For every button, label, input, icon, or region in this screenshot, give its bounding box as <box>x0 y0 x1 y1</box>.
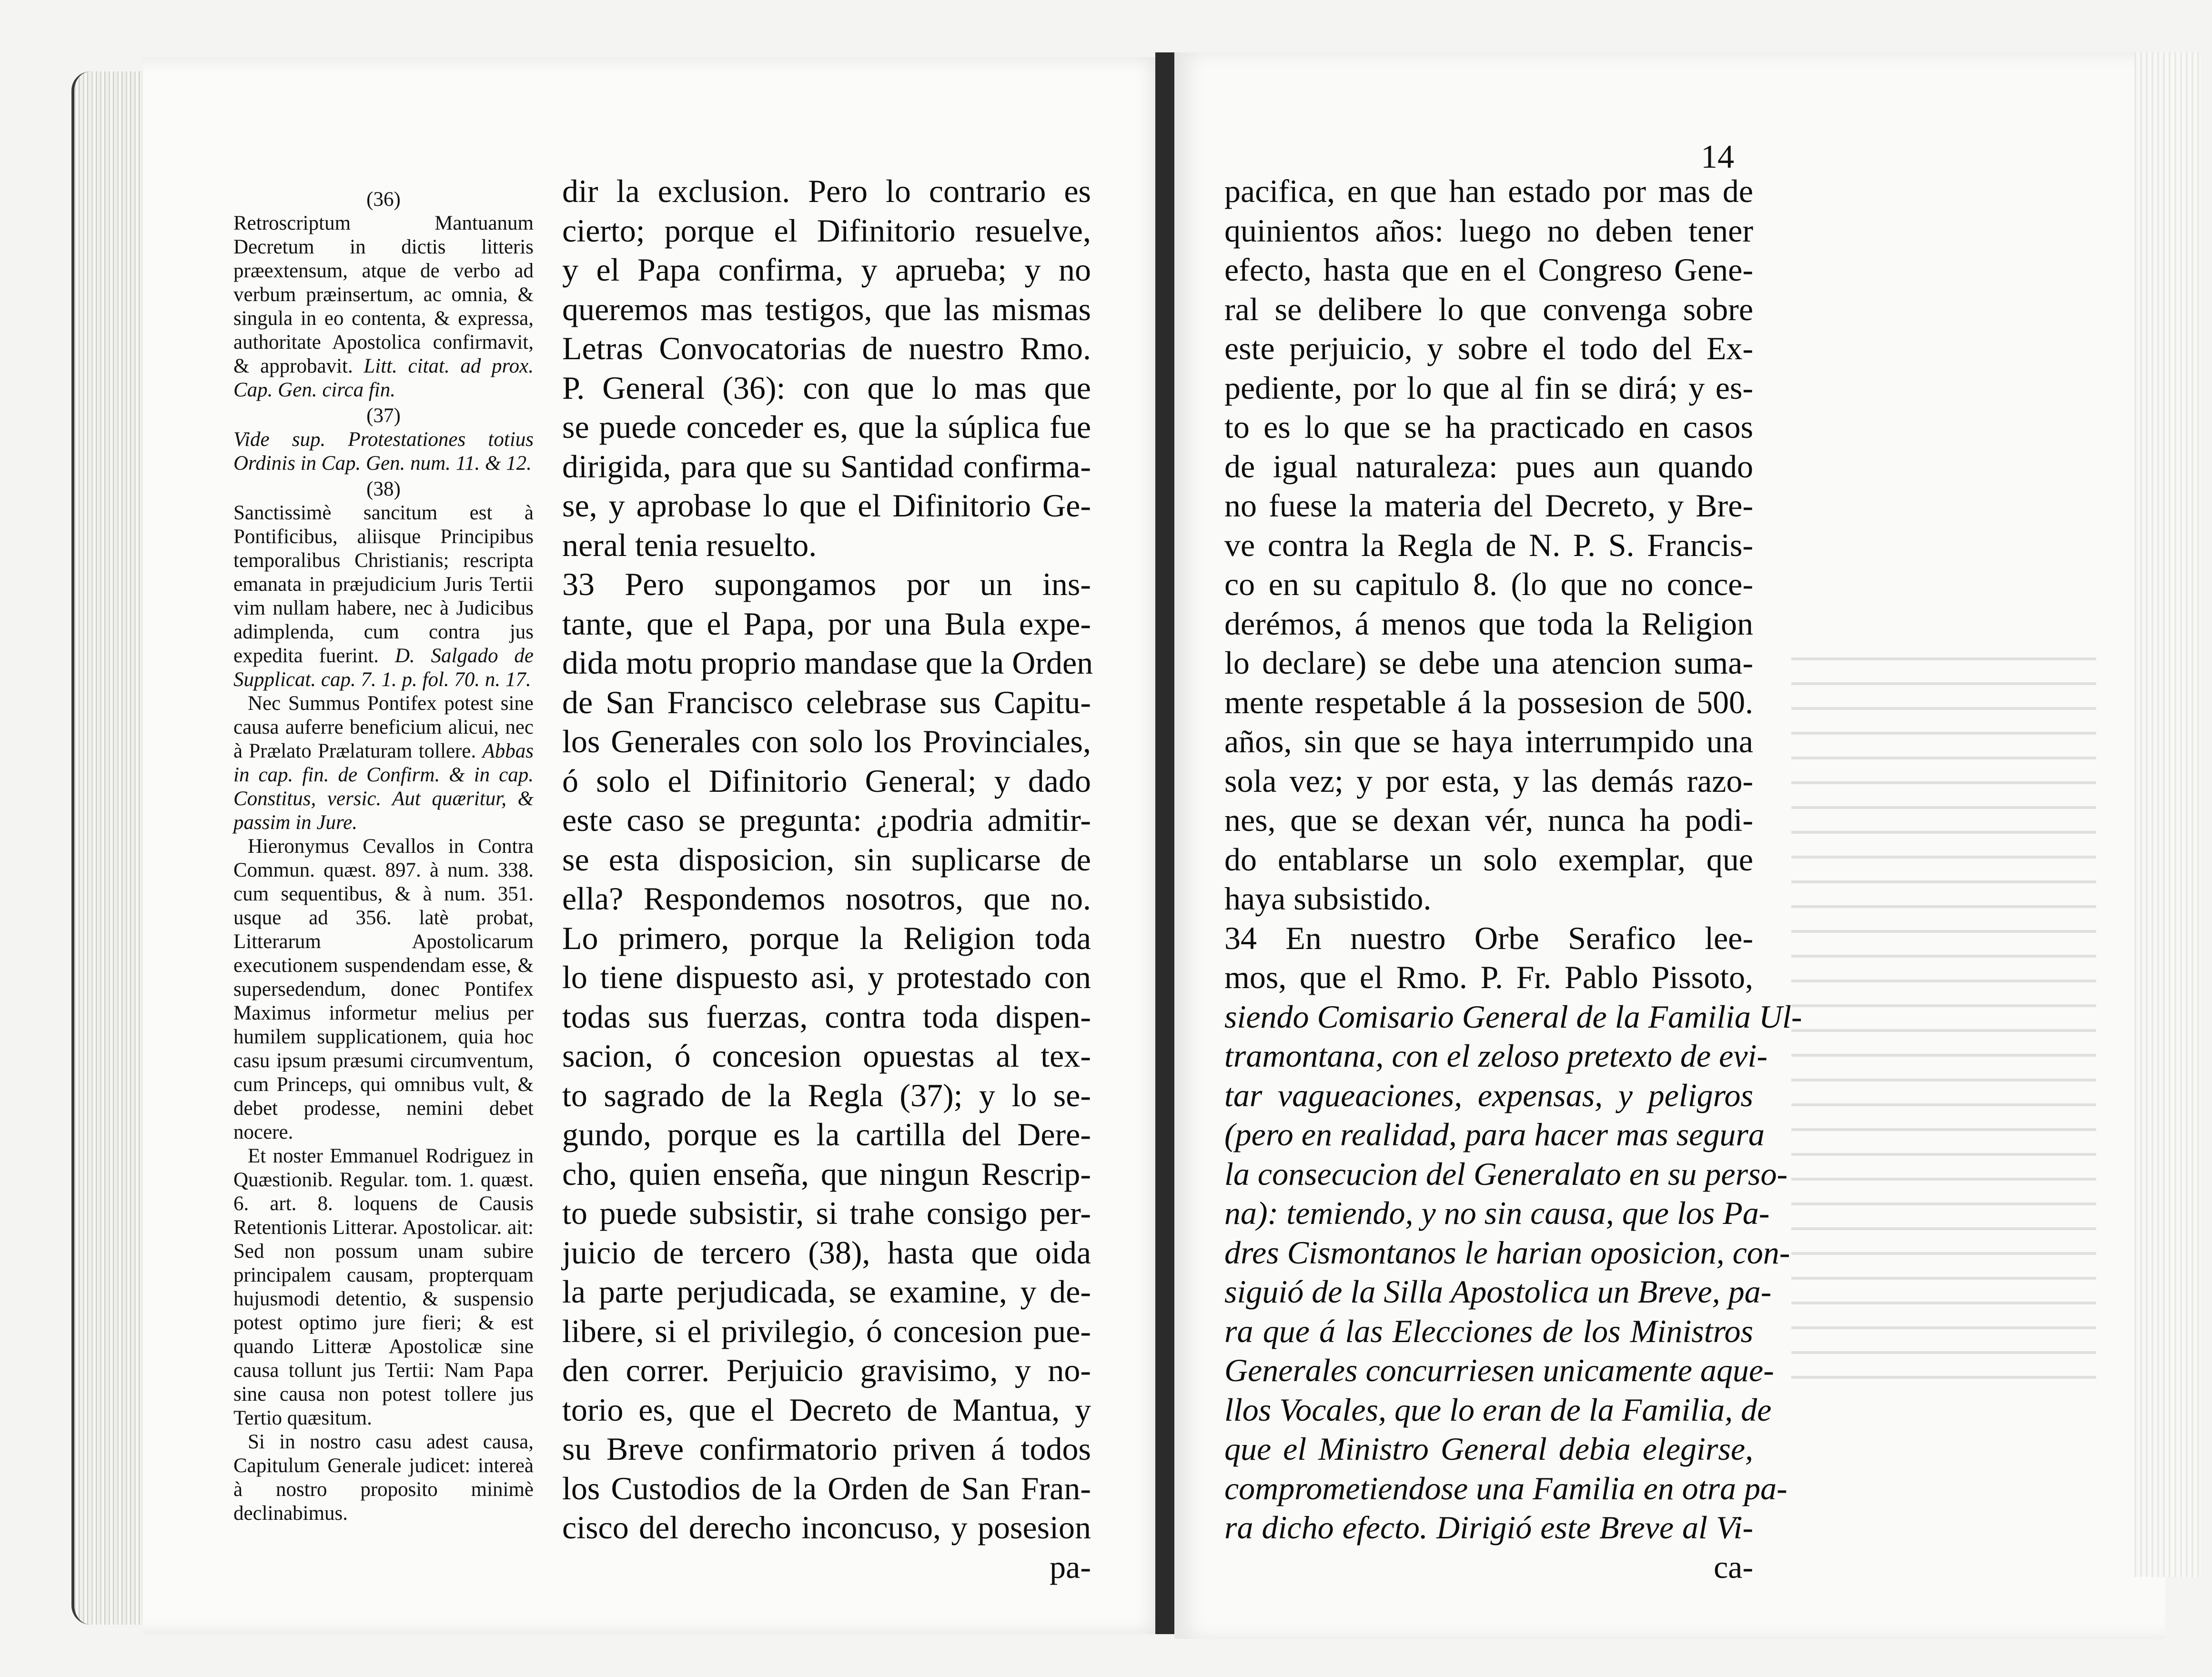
text-line: dres Cismontanos le harian oposicion, con- <box>1224 1234 1790 1271</box>
text-line: sola vez; y por esta, y las demás razo- <box>1224 762 1753 799</box>
text-line: ó solo el Difinitorio General; y dado <box>562 762 1091 799</box>
text-line: se puede conceder es, que la súplica fue <box>562 409 1091 445</box>
text-line: na): temiendo, y no sin causa, que los Pa- <box>1224 1195 1770 1231</box>
text-line: ra que á las Elecciones de los Ministros <box>1224 1313 1753 1349</box>
text-line: su Breve confirmatorio priven á todos <box>562 1431 1091 1467</box>
note-text: Si in nostro casu adest causa, Capitulum Generale judicet: intereà à nostro proposito minimè declinabimus. <box>233 1431 534 1525</box>
text-line: torio es, que el Decreto de Mantua, y <box>562 1391 1091 1428</box>
text-line: nes, que se dexan vér, nunca ha podi- <box>1224 802 1753 838</box>
text-line: de San Francisco celebrase sus Capitu- <box>562 684 1091 720</box>
text-line: de igual naturaleza: pues aun quando <box>1224 448 1753 485</box>
text-line: cisco del derecho inconcuso, y posesion <box>562 1509 1091 1546</box>
text-line: P. General (36): con que lo mas que <box>562 369 1091 406</box>
text-line: ral se delibere lo que convenga sobre <box>1224 291 1753 327</box>
text-line: se esta disposicion, sin suplicarse de <box>562 841 1091 878</box>
note-number: (37) <box>366 404 401 427</box>
text-line: cierto; porque el Difinitorio resuelve, <box>562 212 1091 249</box>
text-line: llos Vocales, que lo eran de la Familia, de <box>1224 1391 1772 1428</box>
text-line: se, y aprobase lo que el Difinitorio Ge- <box>562 487 1091 524</box>
text-line: los Custodios de la Orden de San Fran- <box>562 1470 1091 1506</box>
text-line: gundo, porque es la cartilla del Dere- <box>562 1116 1091 1152</box>
show-through-text <box>1791 657 2096 1396</box>
text-line: (pero en realidad, para hacer mas segura <box>1224 1116 1765 1152</box>
text-line: mos, que el Rmo. P. Fr. Pablo Pissoto, <box>1224 959 1753 995</box>
text-line: tramontana, con el zeloso pretexto de evi- <box>1224 1038 1768 1074</box>
note-text: Vide sup. Protestationes totius Ordinis in Cap. Gen. num. 11. & 12. <box>233 428 534 475</box>
text-line: 34 En nuestro Orbe Serafico lee- <box>1224 919 1753 956</box>
text-line: lo declare) se debe una atencion suma- <box>1224 645 1753 681</box>
text-line: y el Papa confirma, y aprueba; y no <box>562 252 1091 288</box>
text-line: este caso se pregunta: ¿podria admitir- <box>562 802 1091 838</box>
text-line: queremos mas testigos, que las mismas <box>562 291 1091 327</box>
page-edges-right <box>2134 52 2201 1577</box>
page-edges-left <box>71 71 151 1625</box>
note-text: Et noster Emmanuel Rodriguez in Quæstionib. Regular. tom. 1. quæst. 6. art. 8. loquens de Causis Retentionis Litterar. Apostolicar. ait: Sed non possum unam subire principalem causam, propterquam hujusmodi detentio, & suspensio potest optimo jure fieri; & est quando Litteræ Apostolicæ sine causa tollunt jus Tertii: Nam Papa sine causa non potest tollere jus Tertio quæsitum. <box>233 1145 534 1429</box>
text-line: Lo primero, porque la Religion toda <box>562 919 1091 956</box>
text-line: derémos, á menos que toda la Religion <box>1224 605 1753 642</box>
text-line: sacion, ó concesion opuestas al tex- <box>562 1038 1091 1074</box>
text-line: dirigida, para que su Santidad confirma- <box>562 448 1091 485</box>
text-line: pa- <box>1050 1548 1091 1585</box>
text-line: neral tenia resuelto. <box>562 526 817 563</box>
text-line: haya subsistido. <box>1224 880 1432 917</box>
note-number: (36) <box>366 188 401 211</box>
text-line: libere, si el privilegio, ó concesion pue- <box>562 1313 1091 1349</box>
text-line: pediente, por lo que al fin se dirá; y es- <box>1224 369 1753 406</box>
note-text: Nec Summus Pontifex potest sine causa auferre beneficium alicui, nec à Prælato Prælaturam tollere. Abbas in cap. fin. de Confirm. & in cap. Constitus, versic. Aut quæritur, & passim in Jure. <box>233 692 534 834</box>
text-line: cho, quien enseña, que ningun Rescrip- <box>562 1155 1091 1192</box>
left-text-column <box>562 172 1091 1586</box>
text-line: comprometiendose una Familia en otra pa- <box>1224 1470 1788 1506</box>
text-line: siguió de la Silla Apostolica un Breve, pa- <box>1224 1273 1772 1310</box>
text-line: juicio de tercero (38), hasta que oida <box>562 1234 1091 1271</box>
note-text: Hieronymus Cevallos in Contra Commun. quæst. 897. à num. 338. cum sequentibus, & à num. 351. usque ad 356. latè probat, Litterarum Apostolicarum executionem suspendendam esse, & supersedendum, donec Pontifex Maximus informetur melius per humilem supplicationem, quia hoc casu ipsum præsumi circumventum, cum Princeps, qui omnibus vult, & debet prodesse, nemini debet nocere. <box>233 835 534 1143</box>
text-line: do entablarse un solo exemplar, que <box>1224 841 1753 878</box>
text-line: la consecucion del Generalato en su perso- <box>1224 1155 1788 1192</box>
text-line: ra dicho efecto. Dirigió este Breve al Vi- <box>1224 1509 1753 1546</box>
note-number: (38) <box>366 478 401 500</box>
margin-notes <box>233 186 534 1525</box>
text-line: 33 Pero supongamos por un ins- <box>562 566 1091 602</box>
text-line: to puede subsistir, si trahe consigo per- <box>562 1195 1091 1231</box>
note-text: Sanctissimè sancitum est à Pontificibus, aliisque Principibus temporalibus Christianis; rescripta emanata in præjudicium Juris Tertii vim nullam habere, nec à Judicibus adimplenda, cum contra jus expedita fuerint. D. Salgado de Supplicat. cap. 7. 1. p. fol. 70. n. 17. <box>233 502 534 691</box>
text-line: tante, que el Papa, por una Bula expe- <box>562 605 1091 642</box>
right-text-column <box>1224 172 1802 1586</box>
text-line: ella? Respondemos nosotros, que no. <box>562 880 1091 917</box>
text-line: to sagrado de la Regla (37); y lo se- <box>562 1077 1091 1113</box>
text-line: Generales concurriesen unicamente aque- <box>1224 1352 1774 1388</box>
text-line: co en su capitulo 8. (lo que no conce- <box>1224 566 1753 602</box>
text-line: lo tiene dispuesto asi, y protestado con <box>562 959 1091 995</box>
text-line: no fuese la materia del Decreto, y Bre- <box>1224 487 1753 524</box>
text-line: dida motu proprio mandase que la Orden <box>562 645 1093 681</box>
note-text: Retroscriptum Mantuanum Decretum in dictis litteris præextensum, atque de verbo ad verbum præinsertum, ac omnia, & singula in eo contenta, & expressa, authoritate Apostolica confirmavit, & approbavit. Litt. citat. ad prox. Cap. Gen. circa fin. <box>233 212 534 401</box>
text-line: efecto, hasta que en el Congreso Gene- <box>1224 252 1753 288</box>
text-line: siendo Comisario General de la Familia Ul- <box>1224 998 1802 1035</box>
text-line: quinientos años: luego no deben tener <box>1224 212 1753 249</box>
text-line: mente respetable á la possesion de 500. <box>1224 684 1753 720</box>
text-line: to es lo que se ha practicado en casos <box>1224 409 1753 445</box>
text-line: este perjuicio, y sobre el todo del Ex- <box>1224 330 1753 366</box>
text-line: que el Ministro General debia elegirse, <box>1224 1431 1753 1467</box>
text-line: dir la exclusion. Pero lo contrario es <box>562 173 1091 209</box>
text-line: den correr. Perjuicio gravisimo, y no- <box>562 1352 1091 1388</box>
text-line: todas sus fuerzas, contra toda dispen- <box>562 998 1091 1035</box>
book-gutter <box>1155 52 1174 1634</box>
text-line: la parte perjudicada, se examine, y de- <box>562 1273 1091 1310</box>
text-line: tar vagueaciones, expensas, y peligros <box>1224 1077 1753 1113</box>
text-line: los Generales con solo los Provinciales, <box>562 723 1091 759</box>
text-line: ca- <box>1713 1548 1753 1585</box>
text-line: años, sin que se haya interrumpido una <box>1224 723 1753 759</box>
text-line: Letras Convocatorias de nuestro Rmo. <box>562 330 1091 366</box>
page-number: 14 <box>1701 139 1734 175</box>
text-line: pacifica, en que han estado por mas de <box>1224 173 1753 209</box>
text-line: ve contra la Regla de N. P. S. Francis- <box>1224 526 1753 563</box>
